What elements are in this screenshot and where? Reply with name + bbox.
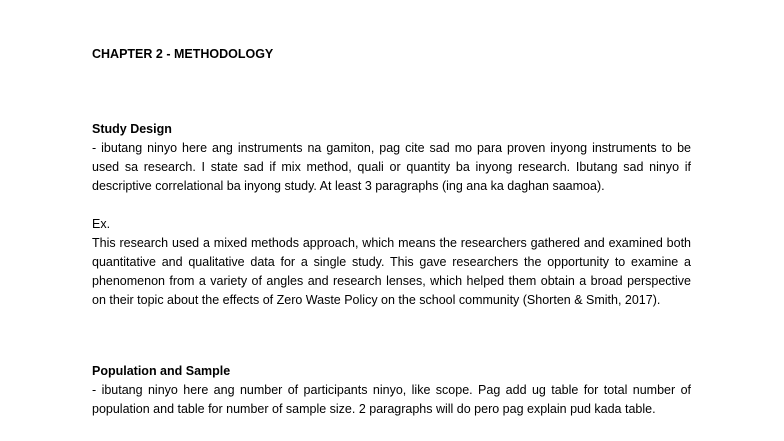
population-sample-instruction: - ibutang ninyo here ang number of participants ninyo, like scope. Pag add ug table for total number of population and table for number of sample size. 2 paragraphs will do pero pag explain pud kada table. bbox=[92, 383, 691, 416]
study-design-heading: Study Design bbox=[92, 122, 172, 136]
chapter-title: CHAPTER 2 - METHODOLOGY bbox=[92, 47, 274, 61]
study-design-section bbox=[92, 120, 691, 310]
population-sample-section bbox=[92, 362, 691, 419]
study-design-instruction: - ibutang ninyo here ang instruments na gamiton, pag cite sad mo para proven inyong instruments to be used sa research. I state sad if mix method, quali or quantity ba inyong research. Ibutang sad ninyo if descriptive correlational ba inyong study. At least 3 paragraphs (ing ana ka daghan saamoa). bbox=[92, 141, 691, 193]
population-sample-heading: Population and Sample bbox=[92, 364, 231, 378]
study-design-example: This research used a mixed methods approach, which means the researchers gathered and examined both quantitative and qualitative data for a single study. This gave researchers the opportunity to examine a phenomenon from a variety of angles and research lenses, which helped them obtain a broad perspective on their topic about the effects of Zero Waste Policy on the school community (Shorten & Smith, 2017). bbox=[92, 236, 691, 307]
example-label: Ex. bbox=[92, 217, 111, 231]
paragraph-spacer bbox=[92, 196, 691, 215]
